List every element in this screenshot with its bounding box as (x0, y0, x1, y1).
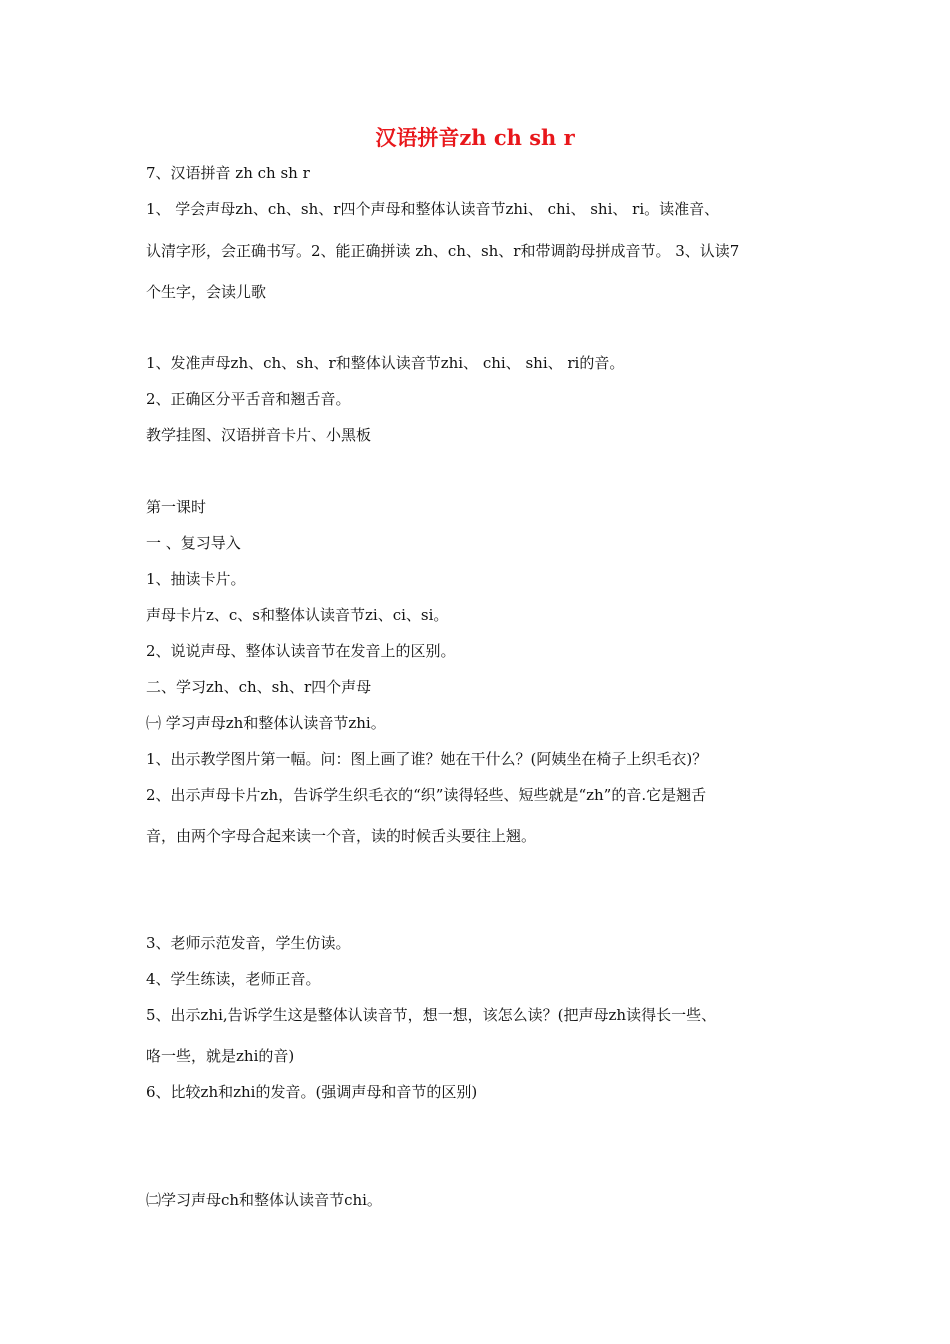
text-line: 教学挂图、汉语拼音卡片、小黑板 (146, 426, 372, 444)
text-line: 2、说说声母、整体认读音节在发音上的区别。 (146, 642, 456, 660)
text-line: 1、出示教学图片第一幅。问：图上画了谁？她在干什么？(阿姨坐在椅子上织毛衣)？ (146, 750, 708, 768)
text-line: 1、 学会声母zh、ch、sh、r四个声母和整体认读音节zhi、 chi、 shi、 ri。读准音、 (146, 200, 720, 218)
text-line: 1、抽读卡片。 (146, 570, 246, 588)
text-line: 7、汉语拼音 zh ch sh r (146, 164, 310, 182)
text-line: 第一课时 (146, 498, 207, 516)
text-line: 4、学生练读，老师正音。 (146, 970, 321, 988)
text-line: 咯一些，就是zhi的音) (146, 1047, 295, 1065)
text-line: 2、正确区分平舌音和翘舌音。 (146, 390, 351, 408)
text-line: ㈡学习声母ch和整体认读音节chi。 (146, 1191, 382, 1209)
text-line: 二、学习zh、ch、sh、r四个声母 (146, 678, 372, 696)
document-title: 汉语拼音zh ch sh r (375, 125, 575, 150)
text-line: 声母卡片z、c、s和整体认读音节zi、ci、si。 (146, 606, 449, 624)
text-line: 1、发准声母zh、ch、sh、r和整体认读音节zhi、 chi、 shi、 ri的音。 (146, 354, 625, 372)
text-line: 3、老师示范发音，学生仿读。 (146, 934, 351, 952)
text-line: 2、出示声母卡片zh，告诉学生织毛衣的“织”读得轻些、短些就是“zh”的音.它是翘舌 (146, 786, 707, 804)
text-line: 6、比较zh和zhi的发音。(强调声母和音节的区别) (146, 1083, 478, 1101)
text-line: 音，由两个字母合起来读一个音，读的时候舌头要往上翘。 (146, 827, 537, 845)
text-line: 认清字形，会正确书写。2、能正确拼读 zh、ch、sh、r和带调韵母拼成音节。 3、认读7 (146, 242, 740, 260)
text-line: 个生字，会读儿歌 (146, 283, 267, 301)
text-line: ㈠ 学习声母zh和整体认读音节zhi。 (146, 714, 386, 732)
text-line: 一 、复习导入 (146, 534, 241, 552)
text-line: 5、出示zhi,告诉学生这是整体认读音节，想一想，该怎么读？(把声母zh读得长一些、 (146, 1006, 717, 1024)
